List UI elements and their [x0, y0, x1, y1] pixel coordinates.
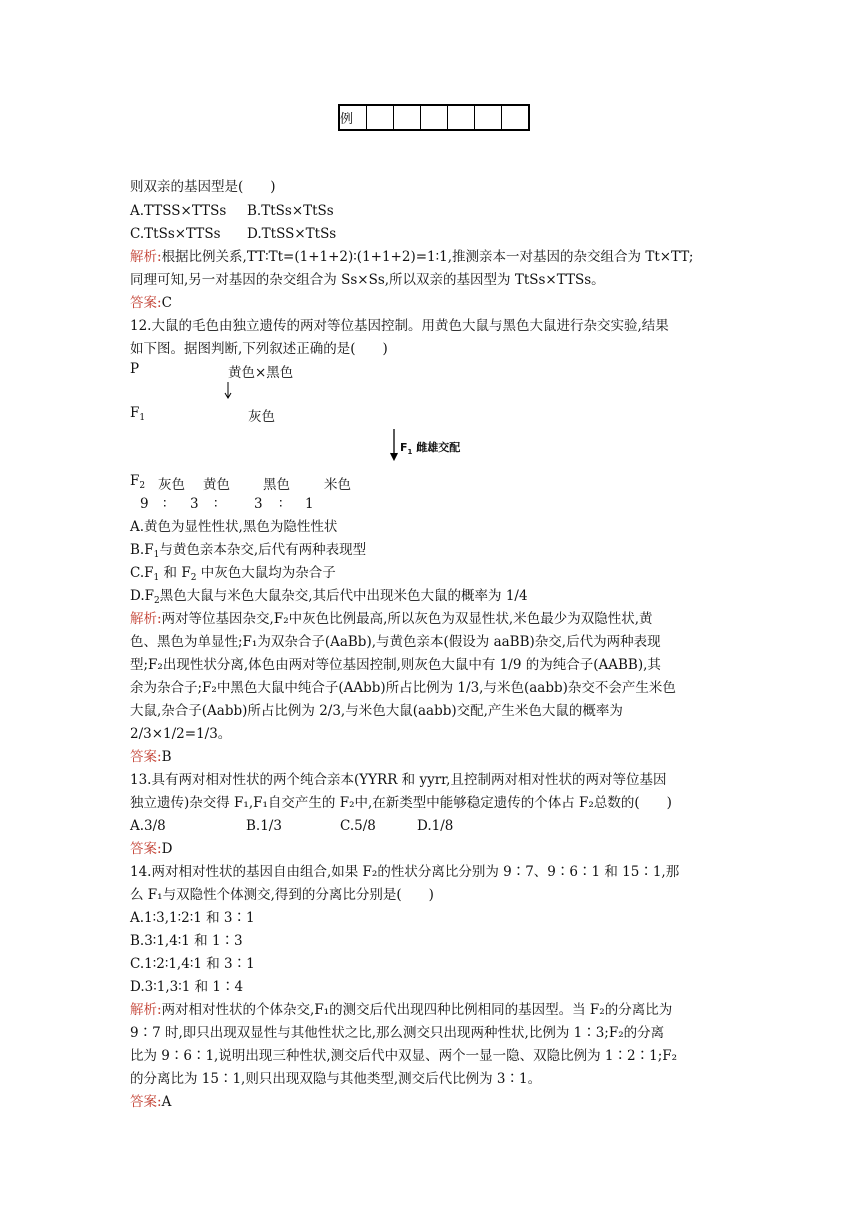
q14-option-a: A.1∶3,1∶2∶1 和 3∶1 — [130, 910, 255, 926]
f1-phenotype: 灰色 — [248, 409, 275, 425]
q14-option-d: D.3∶1,3∶1 和 1∶4 — [130, 979, 244, 995]
f2-ratio-value: 3 — [190, 496, 199, 512]
f2-phenotype: 米色 — [324, 477, 351, 493]
q12-analysis-line2: 色、黑色为单显性;F₁为双杂合子(AaBb),与黄色亲本(假设为 aaBB)杂交,后代为两种表现 — [130, 634, 661, 650]
q14-analysis-line3: 比为 9∶6∶1,说明出现三种性状,测交后代中双显、两个一显一隐、双隐比例为 1∶2∶1;F₂ — [130, 1048, 678, 1064]
q11-options-row2 — [130, 224, 337, 244]
answer-label: 答案: — [130, 841, 162, 857]
f2-generation-label: $F_2$ — [130, 473, 146, 491]
q12-option-b: $B.F_1$与黄色亲本杂交,后代有两种表现型 — [130, 542, 367, 560]
down-arrow-icon — [223, 382, 233, 400]
grid-cell — [502, 105, 530, 130]
q13-option-a: A.3/8 — [130, 818, 166, 834]
down-arrow-icon — [389, 429, 399, 461]
f2-ratio-sep: ∶ — [214, 496, 218, 512]
q11-option-c: C.TtSs×TTSs — [130, 226, 221, 242]
analysis-label: 解析: — [130, 249, 162, 265]
q13-options — [130, 816, 454, 836]
p-cross-text: 黄色×黑色 — [228, 365, 294, 381]
analysis-label: 解析: — [130, 611, 162, 627]
q14-option-b: B.3∶1,4∶1 和 1∶3 — [130, 933, 243, 949]
q14-stem-line1: 14.两对相对性状的基因自由组合,如果 F₂的性状分离比分别为 9∶7、9∶6∶1 和 15∶1,那 — [130, 864, 680, 880]
f2-phenotype: 黄色 — [203, 477, 230, 493]
f2-ratio-value: 9 — [140, 496, 149, 512]
f2-ratio-sep: ∶ — [279, 496, 283, 512]
q14-answer: 答案:A — [130, 1094, 172, 1110]
q11-analysis-line2: 同理可知,另一对基因的杂交组合为 Ss×Ss,所以双亲的基因型为 TtSs×TTSs。 — [130, 272, 605, 288]
q11-option-d: D.TtSS×TtSs — [247, 226, 337, 242]
q11-option-a: A.TTSS×TTSs — [130, 203, 227, 219]
q13-option-d: D.1/8 — [417, 818, 454, 834]
f2-ratio-value: 1 — [305, 496, 314, 512]
q11-stem: 则双亲的基因型是( ) — [130, 179, 276, 195]
q13-option-c: C.5/8 — [340, 818, 376, 834]
grid-cell — [448, 105, 475, 130]
analysis-label: 解析: — [130, 1002, 162, 1018]
q12-analysis-line4: 余为杂合子;F₂中黑色大鼠中纯合子(AAbb)所占比例为 1/3,与米色(aabb)杂交不会产生米色 — [130, 680, 676, 696]
q12-option-c: $C.F_1$ 和 $F_2$ 中灰色大鼠均为杂合子 — [130, 565, 336, 583]
f2-phenotype: 黑色 — [263, 477, 290, 493]
q11-answer: 答案:C — [130, 295, 172, 311]
grid-cell — [475, 105, 502, 130]
q12-analysis-line5: 大鼠,杂合子(Aabb)所占比例为 2/3,与米色大鼠(aabb)交配,产生米色大鼠的概率为 — [130, 703, 623, 719]
p-generation-label: P — [130, 361, 140, 377]
answer-label: 答案: — [130, 749, 162, 765]
q13-stem-line2: 独立遗传)杂交得 F₁,F₁自交产生的 F₂中,在新类型中能够稳定遗传的个体占 F₂总数的( ) — [130, 795, 672, 811]
q13-stem-line1: 13.具有两对相对性状的两个纯合亲本(YYRR 和 yyrr,且控制两对相对性状的两对等位基因 — [130, 772, 667, 788]
q12-stem-line1: 12.大鼠的毛色由独立遗传的两对等位基因控制。用黄色大鼠与黑色大鼠进行杂交实验,结果 — [130, 318, 669, 334]
grid-cell-label: 例 — [339, 105, 367, 130]
f2-ratio-sep: ∶ — [163, 496, 167, 512]
q14-stem-line2: 么 F₁与双隐性个体测交,得到的分离比分别是( ) — [130, 887, 434, 903]
f2-phenotype: 灰色 — [158, 477, 185, 493]
header-answer-grid — [338, 104, 530, 131]
grid-cell — [421, 105, 448, 130]
q13-answer: 答案:D — [130, 841, 173, 857]
f1-generation-label: $F_1$ — [130, 405, 146, 423]
q14-analysis-line4: 的分离比为 15∶1,则只出现双隐与其他类型,测交后代比例为 3∶1。 — [130, 1071, 542, 1087]
answer-label: 答案: — [130, 1094, 162, 1110]
q11-option-b: B.TtSs×TtSs — [247, 203, 334, 219]
f1-mating-label: $F_1$ 雌雄交配 — [400, 441, 461, 456]
q14-analysis-line2: 9∶7 时,即只出现双显性与其他性状之比,那么测交只出现两种性状,比例为 1∶3;F₂的分离 — [130, 1025, 665, 1041]
q12-analysis-line3: 型;F₂出现性状分离,体色由两对等位基因控制,则灰色大鼠中有 1/9 的为纯合子(AABB),其 — [130, 657, 661, 673]
q12-option-a: A.黄色为显性性状,黑色为隐性性状 — [130, 519, 338, 535]
answer-label: 答案: — [130, 295, 162, 311]
f2-ratio-value: 3 — [254, 496, 263, 512]
q11-analysis-line1: 解析:根据比例关系,TT∶Tt=(1+1+2)∶(1+1+2)=1∶1,推测亲本一对基因的杂交组合为 Tt×TT; — [130, 249, 694, 265]
q12-option-d: $D.F_2$黑色大鼠与米色大鼠杂交,其后代中出现米色大鼠的概率为 1/4 — [130, 588, 528, 606]
q12-stem-line2: 如下图。据图判断,下列叙述正确的是( ) — [130, 341, 388, 357]
q13-option-b: B.1/3 — [246, 818, 282, 834]
grid-cell — [367, 105, 394, 130]
q12-analysis-line6: 2/3×1/2=1/3。 — [130, 726, 232, 742]
q14-analysis-line1: 解析:两对相对性状的个体杂交,F₁的测交后代出现四种比例相同的基因型。当 F₂的分离比为 — [130, 1002, 673, 1018]
grid-cell — [394, 105, 421, 130]
q14-option-c: C.1∶2∶1,4∶1 和 3∶1 — [130, 956, 255, 972]
q12-answer: 答案:B — [130, 749, 172, 765]
q12-analysis-line1: 解析:两对等位基因杂交,F₂中灰色比例最高,所以灰色为双显性状,米色最少为双隐性状,黄 — [130, 611, 653, 627]
q11-options-row1 — [130, 201, 334, 221]
